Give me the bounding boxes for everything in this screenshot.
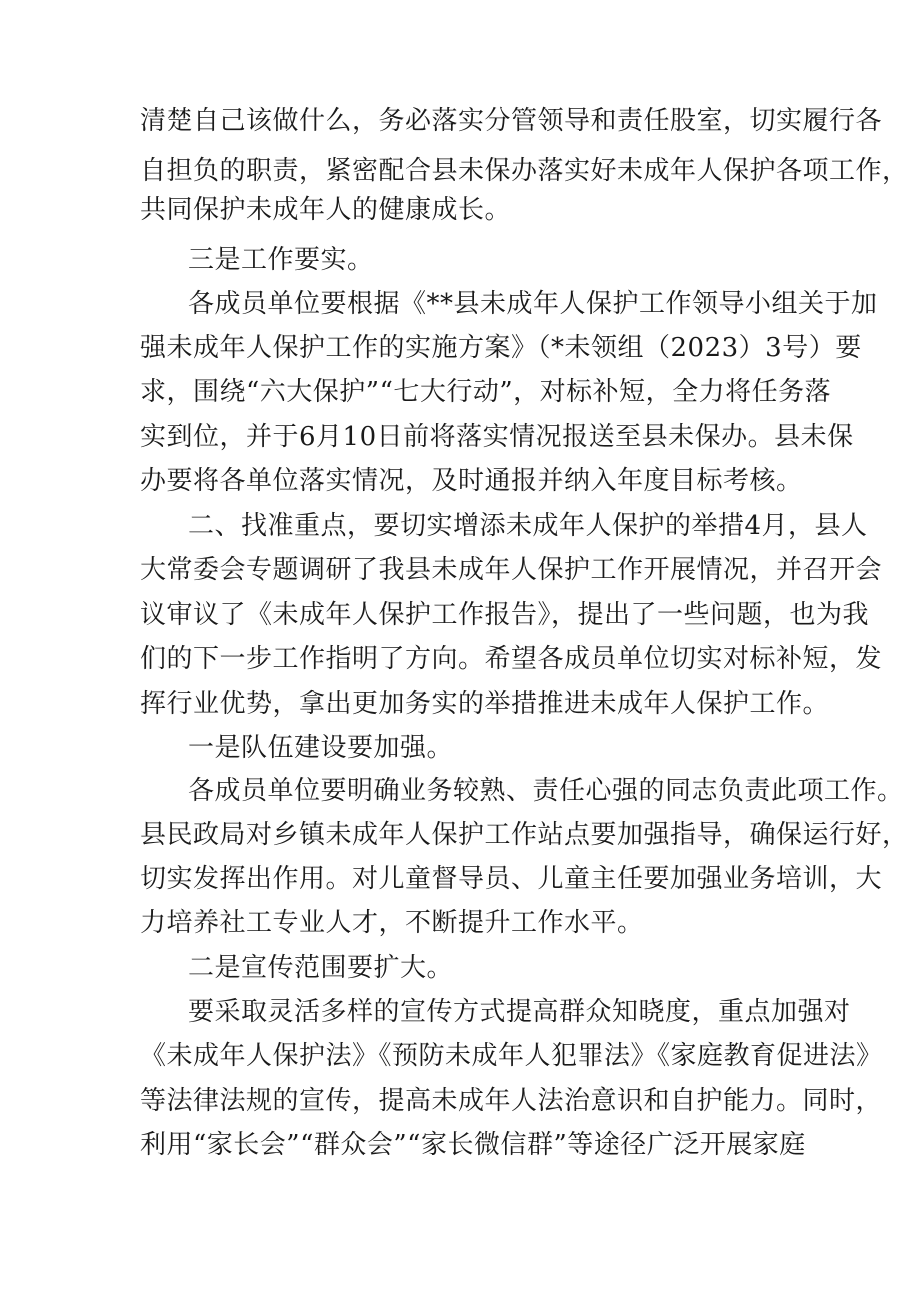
text-line: 办要将各单位落实情况，及时通报并纳入年度目标考核。: [140, 466, 803, 496]
text-line: 议审议了《未成年人保护工作报告》，提出了一些问题，也为我: [140, 600, 870, 630]
text-line: 《未成年人保护法》《预防未成年人犯罪法》《家庭教育促进法》: [140, 1041, 883, 1071]
text-line: 挥行业优势，拿出更加务实的举措推进未成年人保护工作。: [140, 689, 830, 719]
section-heading: 一是队伍建设要加强。: [188, 733, 454, 763]
text-line: 县民政局对乡镇未成年人保护工作站点要加强指导，确保运行好，: [140, 820, 909, 850]
text-line: 们的下一步工作指明了方向。希望各成员单位切实对标补短，发: [140, 644, 883, 674]
text-line: 实到位，并于6月10日前将落实情况报送至县未保办。县未保: [140, 422, 854, 452]
section-heading: 二是宣传范围要扩大。: [188, 953, 454, 983]
text-line: 要采取灵活多样的宣传方式提高群众知晓度，重点加强对: [188, 997, 851, 1027]
section-heading: 三是工作要实。: [188, 245, 374, 275]
text-line: 切实发挥出作用。对儿童督导员、儿童主任要加强业务培训，大: [140, 864, 883, 894]
text-line: 求，围绕“六大保护”“七大行动”，对标补短，全力将任务落: [140, 377, 832, 407]
text-line: 共同保护未成年人的健康成长。: [140, 195, 512, 225]
text-line: 自担负的职责，紧密配合县未保办落实好未成年人保护各项工作，: [140, 156, 909, 186]
text-line: 强未成年人保护工作的实施方案》（*未领组（2023）3号）要: [140, 333, 862, 363]
text-line: 各成员单位要明确业务较熟、责任心强的同志负责此项工作。: [188, 776, 904, 806]
text-line: 二、找准重点，要切实增添未成年人保护的举措4月，县人: [188, 511, 868, 541]
text-line: 利用“家长会”“群众会”“家长微信群”等途径广泛开展家庭: [140, 1130, 806, 1160]
text-line: 各成员单位要根据《**县未成年人保护工作领导小组关于加: [188, 289, 878, 319]
text-line: 力培养社工专业人才，不断提升工作水平。: [140, 908, 644, 938]
text-line: 大常委会专题调研了我县未成年人保护工作开展情况，并召开会: [140, 555, 883, 585]
text-line: 清楚自己该做什么，务必落实分管领导和责任股室，切实履行各: [140, 106, 883, 136]
text-line: 等法律法规的宣传，提高未成年人法治意识和自护能力。同时，: [140, 1086, 883, 1116]
